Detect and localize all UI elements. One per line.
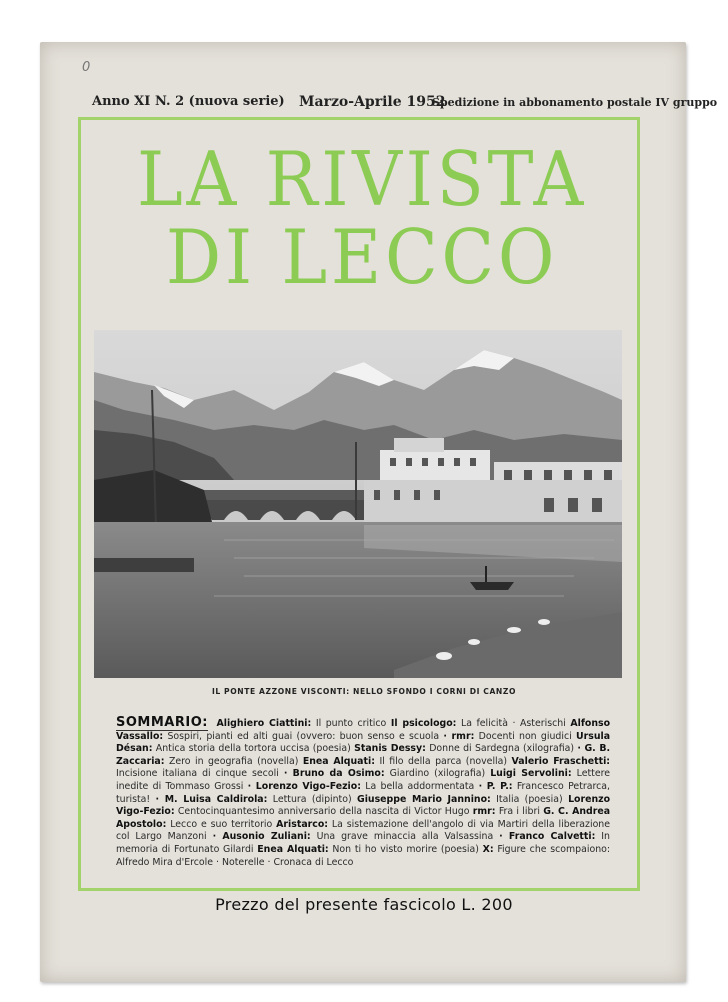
magazine-title-line-1: LA RIVISTA [136, 135, 588, 223]
toc-title: Centocinquantesimo anniversario della nascita di Victor Hugo [177, 806, 470, 818]
toc-author: · M. Luisa Caldirola: [155, 793, 268, 805]
toc-title: Donne di Sardegna (xilografia) [429, 743, 575, 755]
sommario-heading: SOMMARIO: [116, 715, 208, 730]
pencil-mark: 0 [82, 60, 91, 75]
toc-title: Fra i libri [498, 806, 540, 818]
toc-title: La sistemazione dell'angolo di via Martiri della liberazione col Largo Manzoni [116, 818, 611, 843]
toc-author: G. C. Andrea Apostolo: [116, 806, 611, 830]
toc-author: · P. P.: [478, 780, 513, 792]
toc-author: · rmr: [443, 730, 475, 742]
toc-entry [443, 731, 571, 742]
toc-title: Sospiri, pianti ed alti guai (ovvero: buon senso e scuola [167, 730, 440, 742]
toc-author: · Ausonio Zuliani: [212, 831, 311, 843]
price-line: Prezzo del presente fascicolo L. 200 [215, 895, 513, 914]
toc-entry [248, 781, 475, 792]
toc-entry [354, 743, 574, 754]
toc-title: Francesco Petrarca, turista! [116, 780, 610, 805]
toc-author: Lorenzo Vigo-Fezio: [116, 793, 611, 818]
toc-title: Una grave minaccia alla Valsassina [316, 831, 494, 843]
toc-author: Stanis Dessy: [354, 743, 426, 755]
toc-entry [303, 756, 507, 767]
toc-author: Enea Alquati: [257, 843, 329, 855]
toc-author: Alfonso Vassallo: [116, 718, 611, 742]
toc-entry [213, 831, 494, 842]
cover-photo [94, 330, 622, 678]
toc-author: Ursula Désan: [116, 730, 611, 755]
toc-title: Il filo della parca (novella) [379, 755, 508, 767]
volume-label: Anno XI [92, 94, 151, 109]
toc-title: Antica storia della tortora uccisa (poesia) [155, 743, 351, 755]
issue-number: N. 2 (nuova serie) [155, 94, 285, 109]
postal-notice: Spedizione in abbonamento postale IV gruppo [432, 96, 718, 109]
toc-title: La bella addormentata [365, 780, 475, 792]
toc-author: · Lorenzo Vigo-Fezio: [247, 780, 361, 792]
toc-title: Docenti non giudici [478, 730, 572, 742]
toc-entry [357, 794, 563, 805]
toc-author: · Franco Calvetti: [499, 831, 596, 843]
toc-author: Il psicologo: [390, 718, 457, 729]
toc-title: Giardino (xilografia) [389, 768, 486, 780]
issue-date: Marzo-Aprile 1952 [299, 94, 446, 110]
toc-entry [391, 718, 566, 729]
toc-author: · Bruno da Osimo: [283, 768, 385, 780]
toc-title: Lettura (dipinto) [272, 793, 352, 805]
toc-author: rmr: [472, 806, 496, 818]
toc-author: · G. B. Zaccaria: [116, 743, 611, 767]
toc-author: Aristarco: [276, 818, 329, 830]
toc-author: Alighiero Ciattini: [216, 718, 312, 729]
table-of-contents [116, 717, 610, 869]
toc-title: Italia (poesia) [496, 793, 563, 805]
toc-entry [284, 768, 485, 779]
toc-title: La felicità · Asterischi [460, 718, 566, 729]
toc-title: Non ti ho visto morire (poesia) [332, 843, 479, 855]
toc-author: Luigi Servolini: [490, 768, 572, 780]
toc-entry [257, 844, 479, 855]
magazine-title-line-2: DI LECCO [165, 213, 559, 301]
toc-author: Enea Alquati: [302, 755, 375, 767]
toc-author: Giuseppe Mario Jannino: [357, 793, 491, 805]
toc-entry [217, 718, 387, 729]
toc-title: In memoria di Fortunato Gilardi [116, 831, 610, 855]
toc-entry [473, 806, 540, 817]
toc-title: Figure che scompaiono: Alfredo Mira d'Ercole · Noterelle · Cronaca di Lecco [116, 843, 611, 868]
toc-entry [156, 794, 352, 805]
issue-header [92, 94, 718, 112]
toc-title: Il punto critico [315, 718, 387, 729]
toc-author: X: [482, 843, 494, 855]
toc-title: Lecco e suo territorio [170, 818, 273, 830]
toc-title: Lettere inedite di Tommaso Grossi [116, 768, 611, 792]
toc-author: Valerio Fraschetti: [511, 755, 611, 767]
toc-title: Zero in geografia (novella) [168, 755, 299, 767]
toc-title: Incisione italiana di cinque secoli [116, 768, 279, 780]
photo-caption: IL PONTE AZZONE VISCONTI: NELLO SFONDO I CORNI DI CANZO [211, 687, 517, 696]
